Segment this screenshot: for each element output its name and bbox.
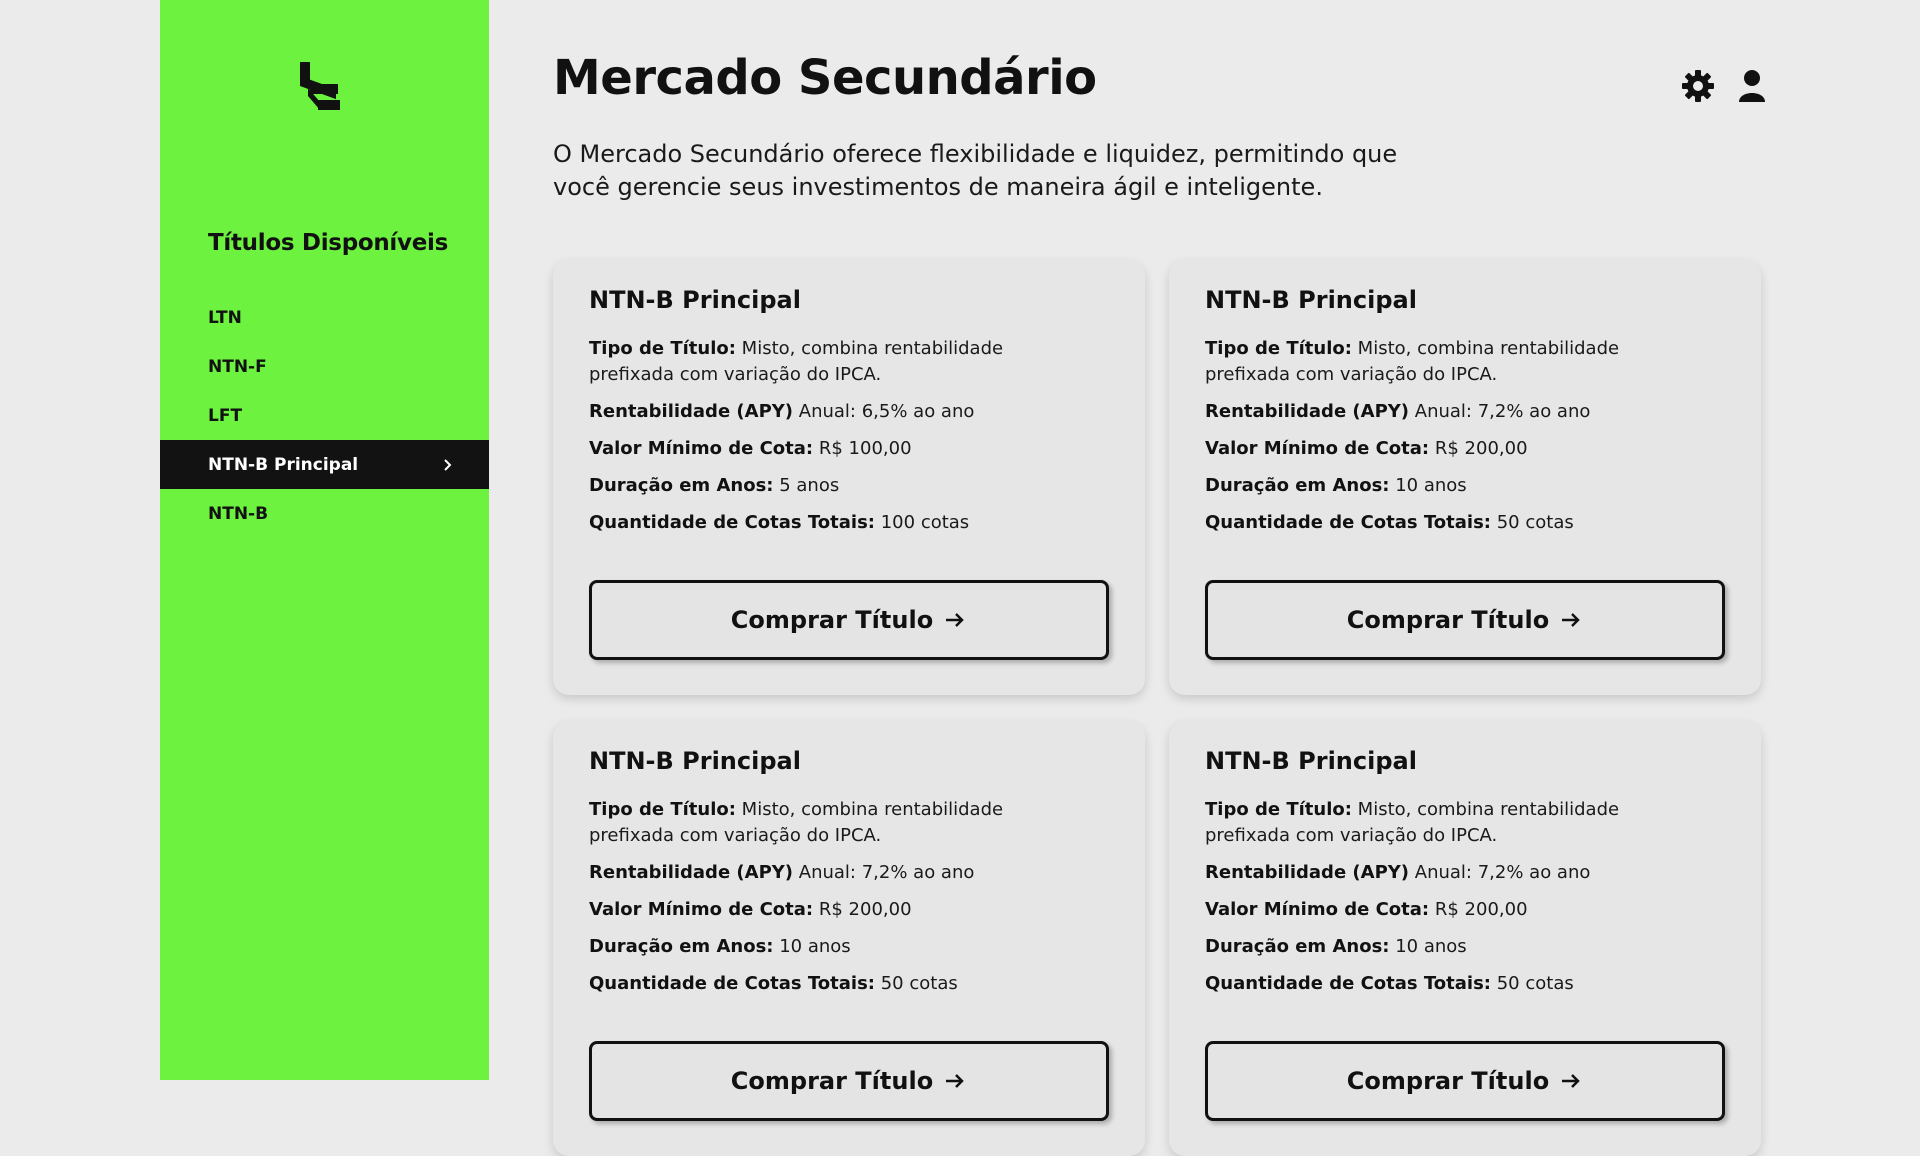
card-title: NTN-B Principal: [589, 747, 801, 775]
sidebar-item-label: LTN: [208, 307, 242, 328]
field-value: R$ 200,00: [1434, 899, 1528, 920]
card-duracao: [1205, 934, 1625, 960]
page-title: Mercado Secundário: [553, 50, 1097, 106]
field-value: 50 cotas: [1496, 512, 1574, 533]
card-rentabilidade: [1205, 399, 1625, 425]
buy-button-label: Comprar Título: [730, 1067, 934, 1095]
card-tipo: [589, 797, 1009, 849]
field-label: Valor Mínimo de Cota:: [589, 438, 814, 459]
sidebar-item-ntn-b-principal[interactable]: [160, 440, 489, 489]
field-value: 50 cotas: [880, 973, 958, 994]
field-label: Tipo de Título:: [1205, 338, 1352, 359]
bond-card: [553, 260, 1145, 695]
arrow-right-icon: [943, 1069, 967, 1093]
card-quantidade: [589, 510, 1009, 536]
field-value: Misto, combina rentabilidade prefixada com variação do IPCA.: [589, 799, 1004, 846]
card-rentabilidade: [589, 860, 1009, 886]
field-label: Duração em Anos:: [1205, 936, 1390, 957]
sidebar-heading: Títulos Disponíveis: [208, 230, 448, 256]
card-valor: [1205, 897, 1625, 923]
field-label: Tipo de Título:: [589, 338, 736, 359]
bond-card: [553, 721, 1145, 1156]
bond-card: [1169, 260, 1761, 695]
field-label: Rentabilidade (APY): [589, 401, 794, 422]
arrow-right-icon: [1559, 1069, 1583, 1093]
sidebar: [160, 0, 489, 1080]
stacked-bars-logo[interactable]: [300, 62, 350, 114]
card-title: NTN-B Principal: [589, 286, 801, 314]
field-value: Anual: 7,2% ao ano: [1414, 862, 1591, 883]
field-label: Quantidade de Cotas Totais:: [589, 512, 875, 533]
field-value: 10 anos: [1395, 936, 1467, 957]
arrow-right-icon: [1559, 608, 1583, 632]
sidebar-item-label: NTN-B Principal: [208, 454, 359, 475]
sidebar-item-label: NTN-B: [208, 503, 269, 524]
card-title: NTN-B Principal: [1205, 747, 1417, 775]
field-value: Anual: 7,2% ao ano: [798, 862, 975, 883]
arrow-right-icon: [943, 608, 967, 632]
card-tipo: [1205, 336, 1625, 388]
field-label: Duração em Anos:: [1205, 475, 1390, 496]
buy-button[interactable]: [1205, 580, 1725, 660]
field-label: Tipo de Título:: [589, 799, 736, 820]
field-label: Rentabilidade (APY): [1205, 401, 1410, 422]
sidebar-item-label: LFT: [208, 405, 243, 426]
field-label: Quantidade de Cotas Totais:: [1205, 512, 1491, 533]
user-icon[interactable]: [1734, 68, 1770, 104]
field-label: Valor Mínimo de Cota:: [589, 899, 814, 920]
field-label: Duração em Anos:: [589, 475, 774, 496]
field-value: 50 cotas: [1496, 973, 1574, 994]
card-duracao: [1205, 473, 1625, 499]
card-quantidade: [589, 971, 1009, 997]
field-label: Duração em Anos:: [589, 936, 774, 957]
field-label: Tipo de Título:: [1205, 799, 1352, 820]
field-value: 10 anos: [779, 936, 851, 957]
sidebar-item-label: NTN-F: [208, 356, 267, 377]
chevron-right-icon: [441, 458, 455, 472]
card-valor: [1205, 436, 1625, 462]
field-value: Misto, combina rentabilidade prefixada com variação do IPCA.: [589, 338, 1004, 385]
buy-button[interactable]: [1205, 1041, 1725, 1121]
card-duracao: [589, 934, 1009, 960]
field-value: Misto, combina rentabilidade prefixada com variação do IPCA.: [1205, 799, 1620, 846]
sidebar-item-ntn-b[interactable]: [160, 489, 489, 538]
field-value: R$ 100,00: [818, 438, 912, 459]
field-label: Rentabilidade (APY): [589, 862, 794, 883]
field-value: Anual: 6,5% ao ano: [798, 401, 975, 422]
field-value: R$ 200,00: [818, 899, 912, 920]
field-value: 100 cotas: [880, 512, 970, 533]
field-value: Misto, combina rentabilidade prefixada com variação do IPCA.: [1205, 338, 1620, 385]
field-label: Quantidade de Cotas Totais:: [1205, 973, 1491, 994]
buy-button-label: Comprar Título: [1346, 1067, 1550, 1095]
buy-button-label: Comprar Título: [1346, 606, 1550, 634]
field-label: Rentabilidade (APY): [1205, 862, 1410, 883]
page-description: O Mercado Secundário oferece flexibilidade e liquidez, permitindo que você gerencie seus investimentos de maneira ágil e inteligente.: [553, 140, 1398, 201]
sidebar-item-ntn-f[interactable]: [160, 342, 489, 391]
sidebar-item-lft[interactable]: [160, 391, 489, 440]
field-label: Quantidade de Cotas Totais:: [589, 973, 875, 994]
buy-button-label: Comprar Título: [730, 606, 934, 634]
buy-button[interactable]: [589, 580, 1109, 660]
field-value: Anual: 7,2% ao ano: [1414, 401, 1591, 422]
card-tipo: [589, 336, 1009, 388]
header-actions: [1680, 68, 1770, 104]
card-quantidade: [1205, 971, 1625, 997]
card-quantidade: [1205, 510, 1625, 536]
sidebar-item-ltn[interactable]: [160, 293, 489, 342]
sidebar-nav: [160, 293, 489, 538]
bond-card: [1169, 721, 1761, 1156]
card-rentabilidade: [589, 399, 1009, 425]
card-valor: [589, 436, 1009, 462]
field-label: Valor Mínimo de Cota:: [1205, 899, 1430, 920]
field-value: 10 anos: [1395, 475, 1467, 496]
card-tipo: [1205, 797, 1625, 849]
gear-icon[interactable]: [1680, 68, 1716, 104]
card-title: NTN-B Principal: [1205, 286, 1417, 314]
field-value: R$ 200,00: [1434, 438, 1528, 459]
field-label: Valor Mínimo de Cota:: [1205, 438, 1430, 459]
field-value: 5 anos: [779, 475, 840, 496]
card-rentabilidade: [1205, 860, 1625, 886]
card-valor: [589, 897, 1009, 923]
card-duracao: [589, 473, 1009, 499]
buy-button[interactable]: [589, 1041, 1109, 1121]
